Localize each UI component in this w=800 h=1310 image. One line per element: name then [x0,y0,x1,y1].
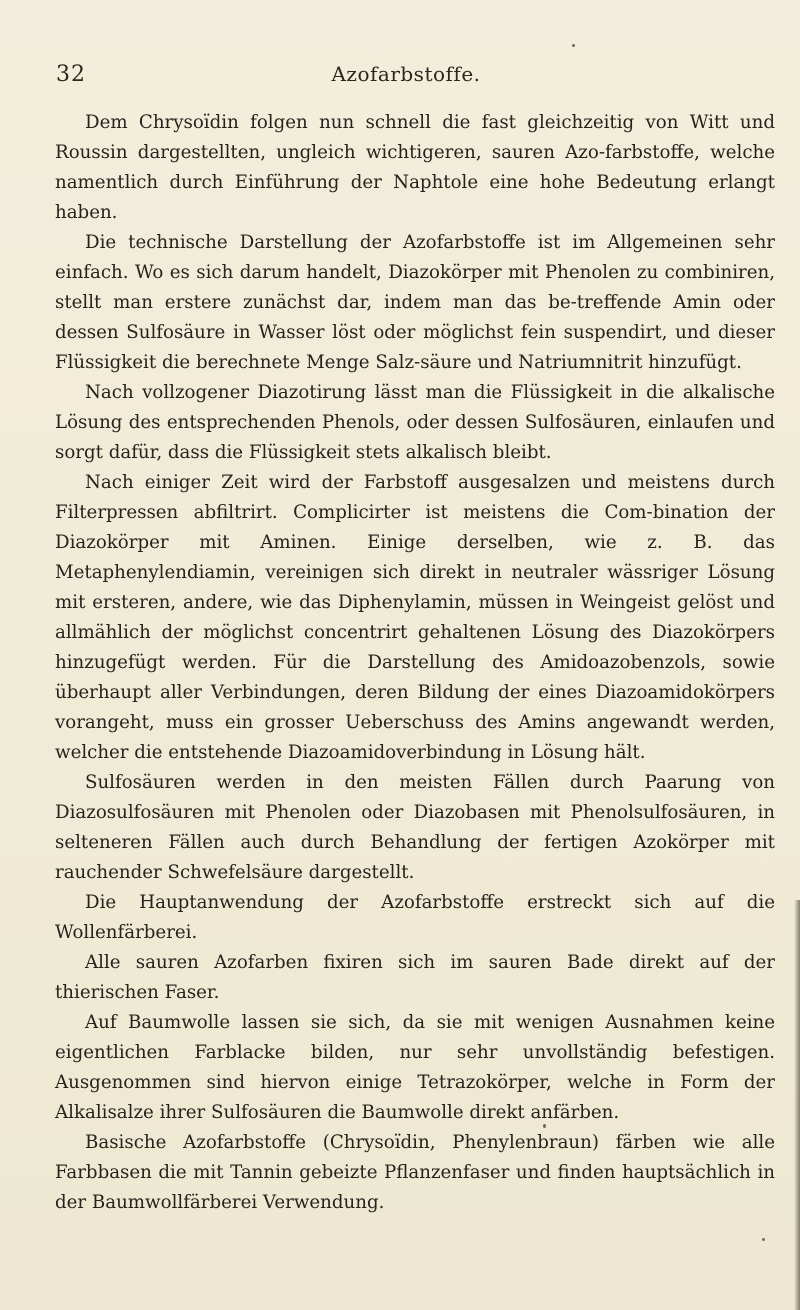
paragraph-8: Auf Baumwolle lassen sie sich, da sie mit wenigen Ausnahmen keine eigentlichen Farblacke bilden, nur sehr unvollständig befestigen. Ausgenommen sind hiervon einige Tetrazokörper, welche in Form der Alkalisalze ihrer Sulfosäuren die Baumwolle direkt anfärben. [55,1012,775,1123]
paragraph-2: Die technische Darstellung der Azofarbstoffe ist im Allgemeinen sehr einfach. Wo es sich darum handelt, Diazokörper mit Phenolen zu combiniren, stellt man erstere zunächst dar, indem man das be-treffende Amin oder dessen Sulfosäure in Wasser löst oder möglichst fein suspendirt, und dieser Flüssigkeit die berechnete Menge Salz-säure und Natriumnitrit hinzufügt. [55,232,775,373]
paragraph-6: Die Hauptanwendung der Azofarbstoffe erstreckt sich auf die Wollenfärberei. [55,892,775,943]
ink-speck [762,1238,765,1241]
ink-speck [572,44,575,47]
page-number: 32 [56,62,86,87]
paragraph-7: Alle sauren Azofarben fixiren sich im sauren Bade direkt auf der thierischen Faser. [55,952,775,1003]
paragraph-9: Basische Azofarbstoffe (Chrysoïdin, Phenylenbraun) färben wie alle Farbbasen die mit Tannin gebeizte Pflanzenfaser und finden hauptsächlich in der Baumwollfärberei Verwendung. [55,1132,775,1213]
paragraph-1: Dem Chrysoïdin folgen nun schnell die fast gleichzeitig von Witt und Roussin dargestellten, ungleich wichtigeren, sauren Azo-farbstoffe, welche namentlich durch Einführung der Naphtole eine hohe Bedeutung erlangt haben. [55,112,775,223]
paragraph-5: Sulfosäuren werden in den meisten Fällen durch Paarung von Diazosulfosäuren mit Phenolen oder Diazobasen mit Phenolsulfosäuren, in selteneren Fällen auch durch Behandlung der fertigen Azokörper mit rauchender Schwefelsäure dargestellt. [55,772,775,883]
ink-speck [543,1124,546,1128]
page-edge-shadow [794,900,800,1310]
running-title: Azofarbstoffe. [331,62,481,86]
paragraph-4: Nach einiger Zeit wird der Farbstoff ausgesalzen und meistens durch Filterpressen abfiltrirt. Complicirter ist meistens die Com-bination der Diazokörper mit Aminen. Einige derselben, wie z. B. das Metaphenylendiamin, vereinigen sich direkt in neutraler wässriger Lösung mit ersteren, andere, wie das Diphenylamin, müssen in Weingeist gelöst und allmählich der möglichst concentrirt gehaltenen Lösung des Diazokörpers hinzugefügt werden. Für die Darstellung des Amidoazobenzols, sowie überhaupt aller Verbindungen, deren Bildung der eines Diazoamidokörpers vorangeht, muss ein grosser Ueberschuss des Amins angewandt werden, welcher die entstehende Diazoamidoverbindung in Lösung hält. [55,472,775,763]
body-text [55,108,775,1218]
page-header [56,62,756,92]
paragraph-3: Nach vollzogener Diazotirung lässt man die Flüssigkeit in die alkalische Lösung des entsprechenden Phenols, oder dessen Sulfosäuren, einlaufen und sorgt dafür, dass die Flüssigkeit stets alkalisch bleibt. [55,382,775,463]
